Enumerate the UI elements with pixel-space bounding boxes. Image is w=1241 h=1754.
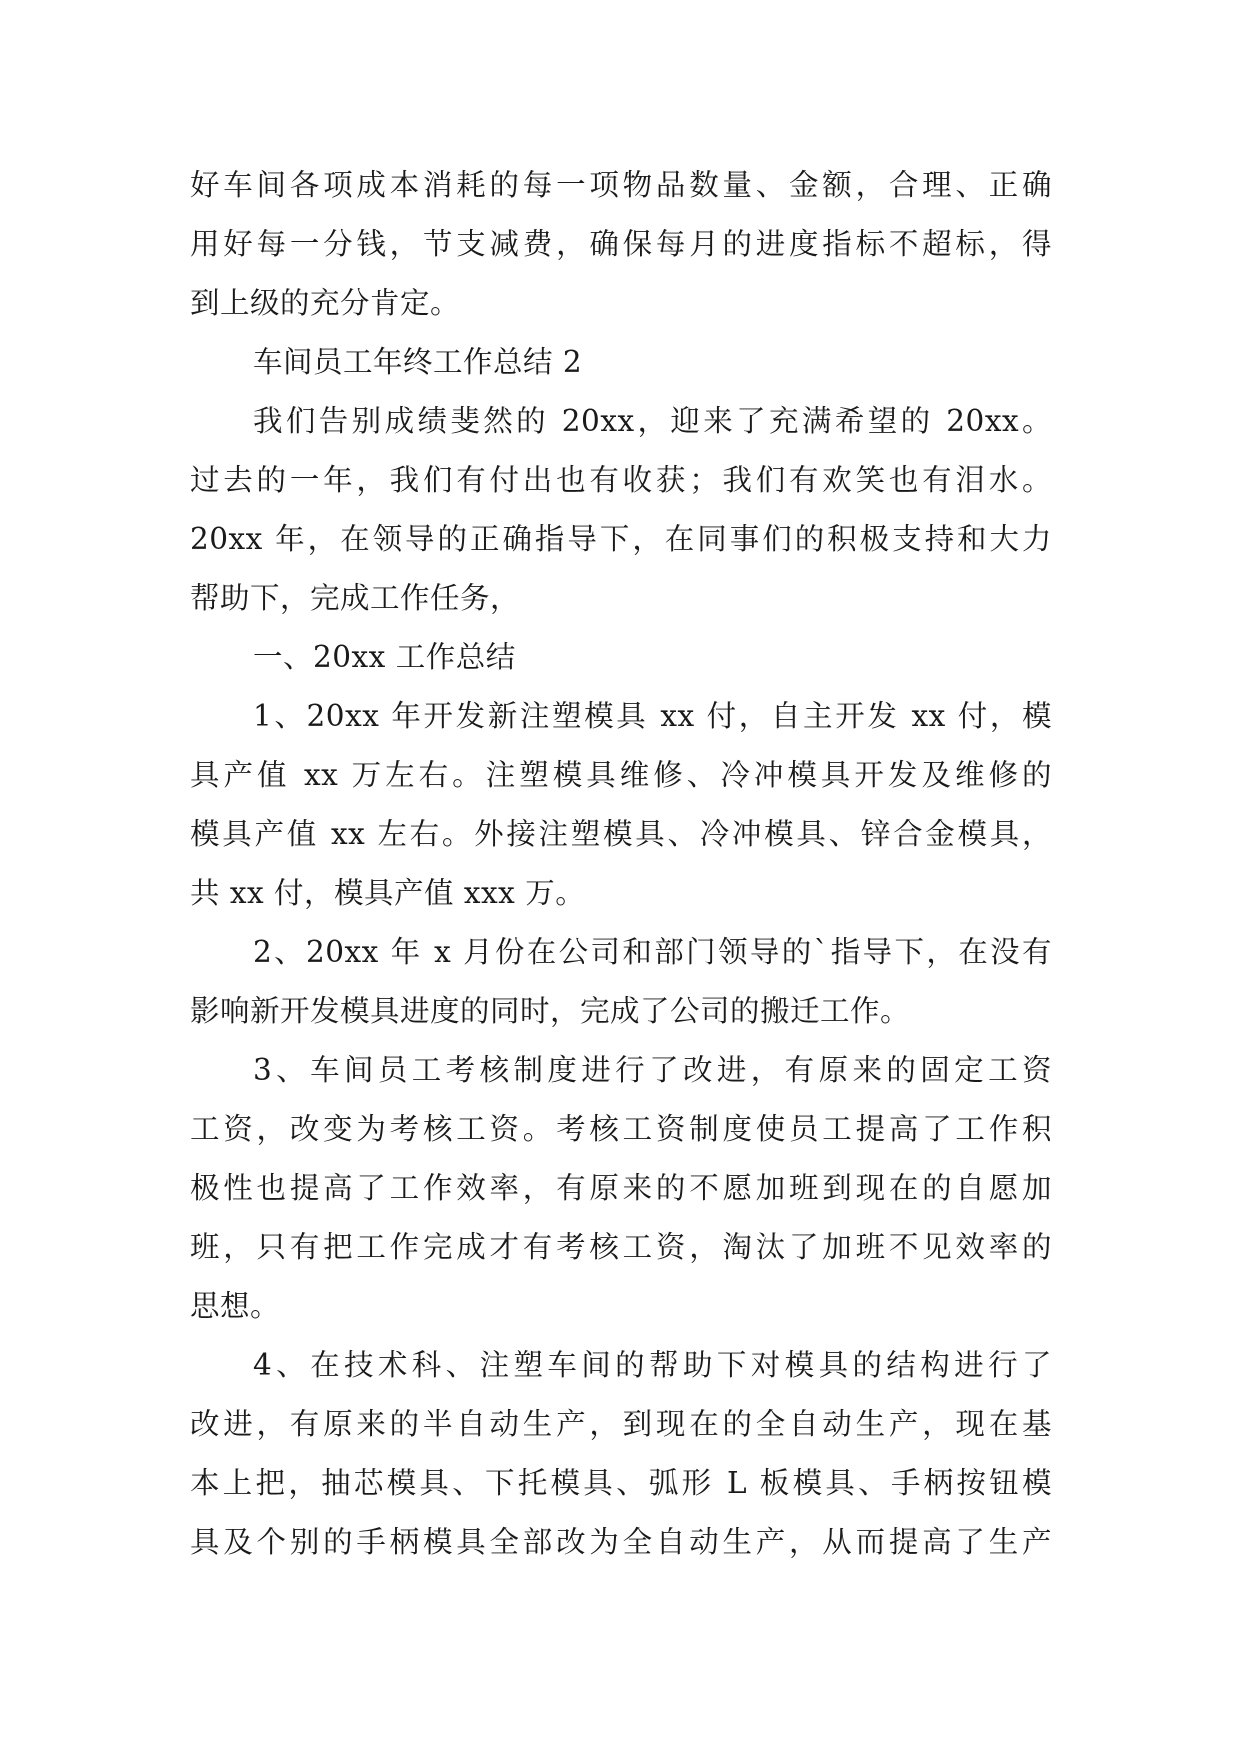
text-line: 2、20xx 年 x 月份在公司和部门领导的`指导下，在没有 <box>253 935 1052 969</box>
text-line: 工资，改变为考核工资。考核工资制度使员工提高了工作积 <box>190 1112 1052 1146</box>
text-line: 用好每一分钱，节支减费，确保每月的进度指标不超标，得 <box>190 227 1052 261</box>
text-line: 极性也提高了工作效率，有原来的不愿加班到现在的自愿加 <box>190 1171 1052 1205</box>
text-line: 1、20xx 年开发新注塑模具 xx 付，自主开发 xx 付，模 <box>253 699 1052 733</box>
text-line: 3、车间员工考核制度进行了改进，有原来的固定工资 <box>253 1053 1052 1087</box>
text-line: 20xx 年，在领导的正确指导下，在同事们的积极支持和大力 <box>190 522 1052 556</box>
text-line: 模具产值 xx 左右。外接注塑模具、冷冲模具、锌合金模具， <box>190 817 1052 851</box>
text-line: 到上级的充分肯定。 <box>190 286 461 320</box>
section-heading: 一、20xx 工作总结 <box>253 640 516 674</box>
text-line: 具及个别的手柄模具全部改为全自动生产，从而提高了生产 <box>190 1525 1052 1559</box>
text-line: 共 xx 付，模具产值 xxx 万。 <box>190 876 586 910</box>
text-line: 改进，有原来的半自动生产，到现在的全自动生产，现在基 <box>190 1407 1052 1441</box>
text-line: 影响新开发模具进度的同时，完成了公司的搬迁工作。 <box>190 994 911 1028</box>
text-line: 具产值 xx 万左右。注塑模具维修、冷冲模具开发及维修的 <box>190 758 1052 792</box>
section-title: 车间员工年终工作总结 2 <box>253 345 583 379</box>
text-line: 班，只有把工作完成才有考核工资，淘汰了加班不见效率的 <box>190 1230 1052 1264</box>
document-body <box>190 156 1052 1572</box>
text-line: 过去的一年，我们有付出也有收获；我们有欢笑也有泪水。 <box>190 463 1052 497</box>
text-line: 帮助下，完成工作任务， <box>190 581 521 615</box>
text-line: 好车间各项成本消耗的每一项物品数量、金额，合理、正确 <box>190 168 1052 202</box>
text-line: 4、在技术科、注塑车间的帮助下对模具的结构进行了 <box>253 1348 1052 1382</box>
text-line: 本上把，抽芯模具、下托模具、弧形 L 板模具、手柄按钮模 <box>190 1466 1052 1500</box>
text-line: 思想。 <box>190 1289 281 1323</box>
text-line: 我们告别成绩斐然的 20xx，迎来了充满希望的 20xx。 <box>253 404 1052 438</box>
